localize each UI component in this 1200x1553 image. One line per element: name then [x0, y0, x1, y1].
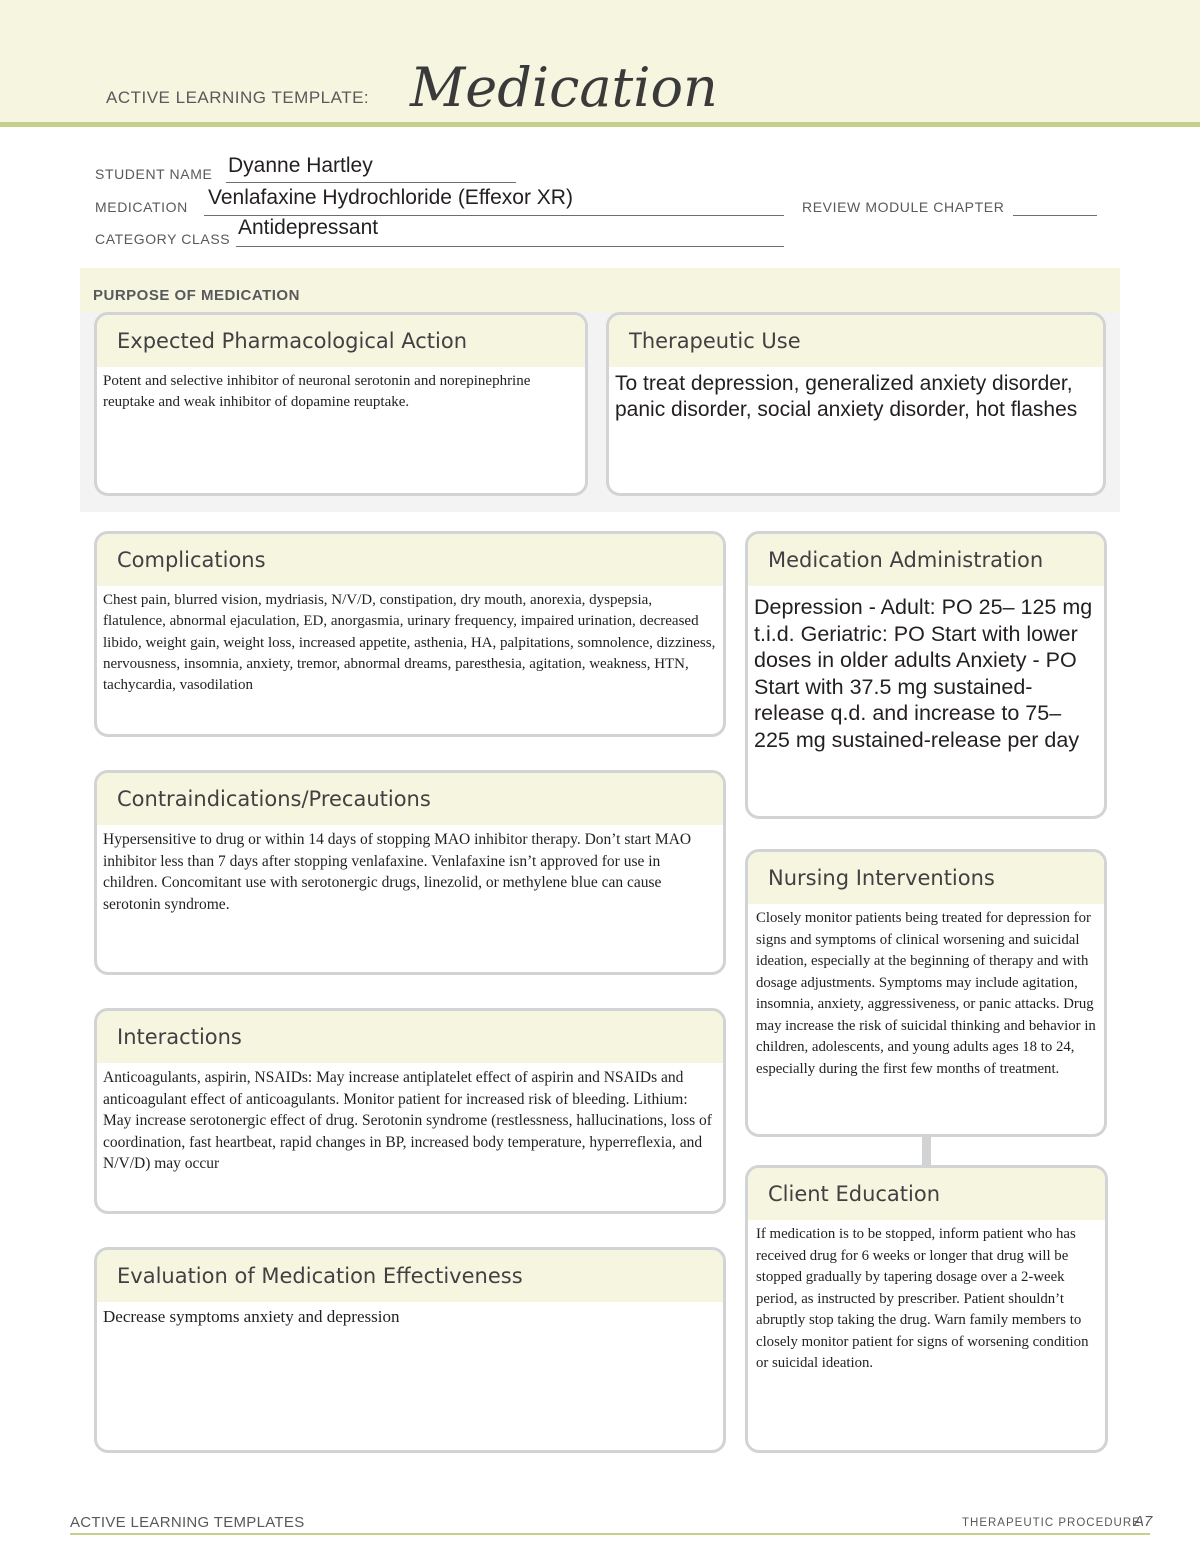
therapeutic-use-text[interactable]: To treat depression, generalized anxiety disorder, panic disorder, social anxiety disorder, hot flashes: [615, 372, 1078, 421]
therapeutic-use-box: [606, 312, 1106, 496]
footer-rule: [70, 1533, 1150, 1535]
therapeutic-use-header: [609, 315, 1103, 367]
administration-header: [748, 534, 1104, 586]
connector-bar: [922, 1134, 931, 1166]
complications-title: Complications: [117, 548, 266, 572]
interactions-header: [97, 1011, 723, 1063]
interactions-box: [94, 1008, 726, 1214]
client-education-header: [748, 1168, 1105, 1220]
header-rule: [0, 122, 1200, 127]
expected-action-header: [97, 315, 585, 367]
client-education-title: Client Education: [768, 1182, 941, 1206]
evaluation-text[interactable]: Decrease symptoms anxiety and depression: [103, 1307, 400, 1326]
review-module-underline: [1013, 215, 1097, 216]
category-class-underline: [236, 246, 784, 247]
nursing-box: [745, 849, 1107, 1137]
purpose-label: PURPOSE OF MEDICATION: [93, 287, 300, 304]
student-name-field[interactable]: Dyanne Hartley: [228, 154, 373, 177]
complications-box: [94, 531, 726, 737]
evaluation-title: Evaluation of Medication Effectiveness: [117, 1264, 523, 1288]
client-education-box: [745, 1165, 1108, 1453]
evaluation-header: [97, 1250, 723, 1302]
nursing-header: [748, 852, 1104, 904]
evaluation-box: [94, 1247, 726, 1453]
administration-title: Medication Administration: [768, 548, 1044, 572]
complications-header: [97, 534, 723, 586]
review-module-label: REVIEW MODULE CHAPTER: [802, 199, 1005, 215]
page-title: Medication: [410, 56, 718, 119]
expected-action-box: [94, 312, 588, 496]
client-education-text[interactable]: If medication is to be stopped, inform patient who has received drug for 6 weeks or longer that drug will be stopped gradually by tapering dosage over a 2-week period, as instructed by prescriber. Patient shouldn’t abruptly stop taking the drug. Warn family members to closely monitor patient for signs of worsening condition or suicidal ideation.: [756, 1226, 1089, 1371]
contraindications-text[interactable]: Hypersensitive to drug or within 14 days of stopping MAO inhibitor therapy. Don’t start MAO inhibitor less than 7 days after stopping venlafaxine. Venlafaxine isn’t approved for use in children. Concomitant use with serotonergic drugs, linezolid, or methylene blue can cause serotonin syndrome.: [103, 831, 692, 913]
category-class-field[interactable]: Antidepressant: [238, 216, 379, 239]
medication-label: MEDICATION: [95, 199, 188, 215]
expected-action-text[interactable]: Potent and selective inhibitor of neuronal serotonin and norepinephrine reuptake and weak inhibitor of dopamine reuptake.: [103, 373, 531, 410]
contraindications-title: Contraindications/Precautions: [117, 787, 431, 811]
administration-text[interactable]: Depression - Adult: PO 25– 125 mg t.i.d. Geriatric: PO Start with lower doses in older adults Anxiety - PO Start with 37.5 mg sustained-release q.d. and increase to 75– 225 mg sustained-release per day: [754, 595, 1093, 752]
administration-box: [745, 531, 1107, 819]
template-label: ACTIVE LEARNING TEMPLATE:: [106, 88, 370, 107]
interactions-text[interactable]: Anticoagulants, aspirin, NSAIDs: May increase antiplatelet effect of aspirin and NSAIDs and anticoagulant effect of anticoagulants. Monitor patient for increased risk of bleeding. Lithium: May increase serotonergic effect of drug. Serotonin syndrome (restlessness, hallucinations, loss of coordination, fast heartbeat, rapid changes in BP, increased body temperature, hyperreflexia, and N/V/D) may occur: [103, 1069, 712, 1172]
complications-text[interactable]: Chest pain, blurred vision, mydriasis, N/V/D, constipation, dry mouth, anorexia, dyspepsia, flatulence, abnormal ejaculation, ED, anorgasmia, urinary frequency, impaired urination, decreased libido, weight gain, weight loss, increased appetite, asthenia, HA, palpitations, somnolence, dizziness, nervousness, insomnia, anxiety, tremor, abnormal dreams, paresthesia, agitation, weakness, HTN, tachycardia, vasodilation: [103, 592, 716, 694]
student-name-underline: [226, 182, 516, 183]
category-class-label: CATEGORY CLASS: [95, 231, 231, 247]
nursing-text[interactable]: Closely monitor patients being treated for depression for signs and symptoms of clinical worsening and suicidal ideation, especially at the beginning of therapy and with dosage adjustments. Symptoms may include agitation, insomnia, anxiety, aggressiveness, or panic attacks. Drug may increase the risk of suicidal thinking and behavior in children, adolescents, and young adults ages 18 to 24, especially during the first few months of treatment.: [756, 910, 1096, 1077]
footer-left-label: ACTIVE LEARNING TEMPLATES: [70, 1514, 305, 1531]
interactions-title: Interactions: [117, 1025, 242, 1049]
contraindications-header: [97, 773, 723, 825]
expected-action-title: Expected Pharmacological Action: [117, 329, 468, 353]
contraindications-box: [94, 770, 726, 975]
therapeutic-use-title: Therapeutic Use: [629, 329, 801, 353]
page-number: A7: [1134, 1513, 1153, 1530]
footer-right-label: THERAPEUTIC PROCEDURE: [962, 1517, 1141, 1529]
nursing-title: Nursing Interventions: [768, 866, 995, 890]
student-name-label: STUDENT NAME: [95, 166, 213, 182]
medication-field[interactable]: Venlafaxine Hydrochloride (Effexor XR): [208, 186, 573, 209]
